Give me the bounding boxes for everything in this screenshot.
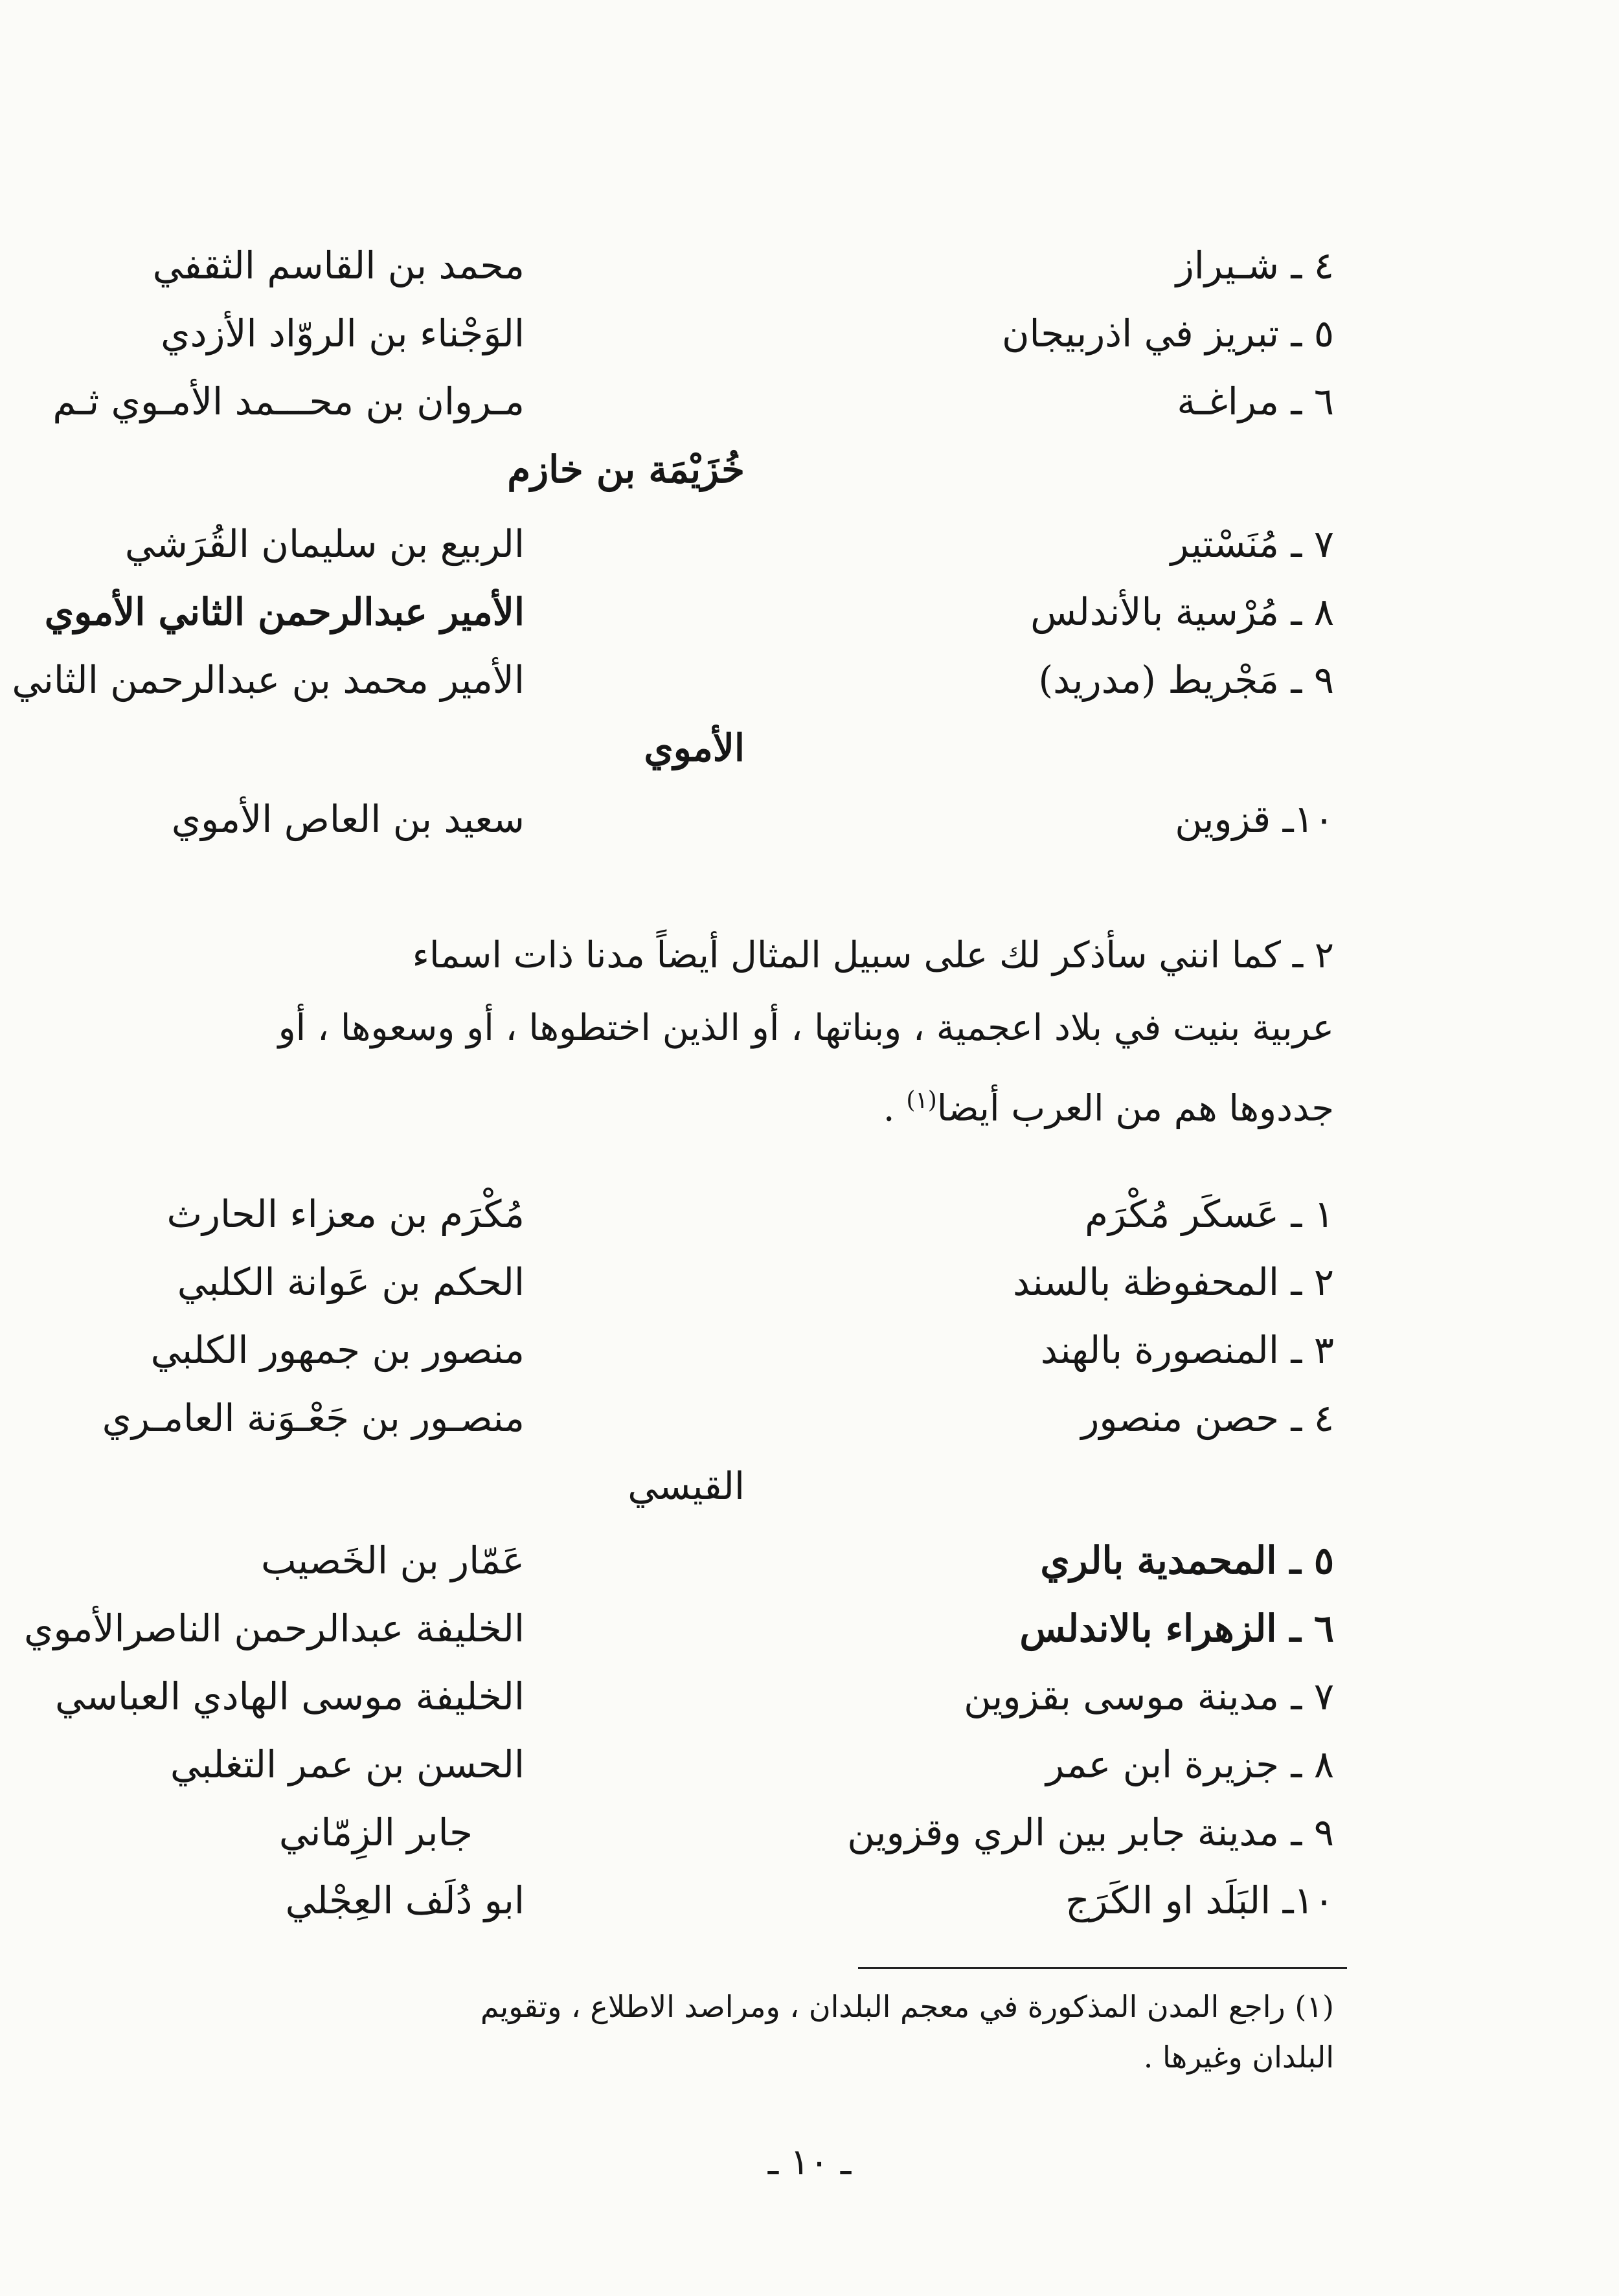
founder-name: الربيع بن سليمان القُرَشي bbox=[124, 522, 525, 566]
footnote-line: (١) راجع المدن المذكورة في معجم البلدان ، ومراصد الاطلاع ، وتقويم bbox=[480, 1989, 1334, 2024]
list2-row-1 bbox=[166, 1178, 1334, 1250]
list2-row-7 bbox=[55, 1661, 1334, 1732]
list1-row-10 bbox=[171, 783, 1334, 855]
founder-name: مُكْرَم بن معزاء الحارث bbox=[166, 1192, 525, 1236]
list2-row-8 bbox=[170, 1729, 1334, 1800]
list1-row-9 bbox=[12, 644, 1334, 715]
founder-name: سعيد بن العاص الأموي bbox=[171, 797, 525, 841]
founder-name: الحكم بن عَوانة الكلبي bbox=[177, 1260, 525, 1304]
founder-name: جابر الزِمّاني bbox=[278, 1810, 473, 1854]
city-name: ٣ ـ المنصورة بالهند bbox=[1040, 1328, 1334, 1372]
list2-row-10 bbox=[266, 1865, 1334, 1936]
list2-row-4 bbox=[102, 1382, 1334, 1454]
list2-row-2 bbox=[177, 1246, 1334, 1318]
city-name: ٦ ـ مراغـة bbox=[1177, 379, 1334, 423]
founder-name: الوَجْناء بن الروّاد الأزدي bbox=[161, 311, 525, 355]
city-name: ٧ ـ مُنَسْتير bbox=[1170, 522, 1334, 566]
city-name: ٦ ـ الزهراء بالاندلس bbox=[1019, 1606, 1334, 1650]
founder-name: الحسن بن عمر التغلبي bbox=[170, 1742, 525, 1786]
city-name: ٥ ـ تبريز في اذربيجان bbox=[1001, 311, 1334, 355]
list1-row-6 bbox=[52, 366, 1334, 437]
city-name: ٤ ـ حصن منصور bbox=[1081, 1396, 1334, 1440]
list1-row-4 bbox=[152, 230, 1334, 301]
founder-name: ابو دُلَف العِجْلي bbox=[285, 1878, 525, 1922]
list2-row-9 bbox=[266, 1797, 1334, 1868]
founder-continuation: الأموي bbox=[644, 726, 745, 770]
footnote-marker: (١) bbox=[906, 1087, 937, 1114]
city-name: ١٠ـ قزوين bbox=[1175, 797, 1334, 841]
city-name: ٩ ـ مَجْريط (مدريد) bbox=[1038, 658, 1334, 702]
founder-name: الخليفة عبدالرحمن الناصرالأموي bbox=[24, 1606, 525, 1650]
city-name: ٧ ـ مدينة موسى بقزوين bbox=[964, 1674, 1334, 1718]
founder-name: منصـور بن جَعْـوَنة العامـري bbox=[102, 1396, 525, 1440]
list2-row-6 bbox=[24, 1593, 1334, 1664]
city-name: ٤ ـ شـيراز bbox=[1175, 243, 1334, 287]
founder-name: الأمير عبدالرحمن الثاني الأموي bbox=[44, 590, 525, 634]
city-name: ٢ ـ المحفوظة بالسند bbox=[1013, 1260, 1334, 1304]
list1-row-7 bbox=[124, 508, 1334, 580]
paragraph-text: جددوها هم من العرب أيضا bbox=[936, 1087, 1334, 1130]
paragraph-line: عربية بنيت في بلاد اعجمية ، وبناتها ، أو الذين اختطوها ، أو وسعوها ، أو bbox=[278, 1007, 1334, 1049]
list1-row-5 bbox=[161, 298, 1334, 369]
footnote-line: البلدان وغيرها . bbox=[1143, 2040, 1334, 2075]
list1-row-8 bbox=[44, 576, 1334, 647]
city-name: ٩ ـ مدينة جابر بين الري وقزوين bbox=[847, 1810, 1334, 1854]
city-name: ٨ ـ جزيرة ابن عمر bbox=[1046, 1742, 1334, 1786]
page-number: ـ ١٠ ـ bbox=[767, 2141, 852, 2183]
city-name: ١ ـ عَسكَر مُكْرَم bbox=[1085, 1192, 1334, 1236]
footnote-rule bbox=[858, 1967, 1347, 1969]
founder-continuation: خُزَيْمَة بن خازم bbox=[507, 447, 745, 491]
founder-name: محمد بن القاسم الثقفي bbox=[152, 243, 525, 287]
founder-name: الأمير محمد بن عبدالرحمن الثاني bbox=[12, 658, 525, 702]
list2-row-3 bbox=[150, 1314, 1334, 1386]
paragraph-end: . bbox=[883, 1087, 907, 1130]
paragraph-line: ٢ ـ كما انني سأذكر لك على سبيل المثال أيضاً مدنا ذات اسماء bbox=[412, 934, 1334, 976]
city-name: ٥ ـ المحمدية بالري bbox=[1040, 1538, 1334, 1582]
list2-row-5 bbox=[261, 1525, 1334, 1596]
city-name: ١٠ـ البَلَد او الكَرَج bbox=[1065, 1878, 1334, 1922]
founder-name: عَمّار بن الخَصيب bbox=[261, 1538, 525, 1582]
founder-name: منصور بن جمهور الكلبي bbox=[150, 1328, 525, 1372]
city-name: ٨ ـ مُرْسية بالأندلس bbox=[1030, 590, 1334, 634]
paragraph-line bbox=[266, 1064, 1334, 1145]
founder-name: مـروان بن محـــمد الأمـوي ثـم bbox=[52, 379, 525, 423]
founder-continuation: القيسي bbox=[628, 1464, 745, 1508]
founder-name: الخليفة موسى الهادي العباسي bbox=[55, 1674, 525, 1718]
